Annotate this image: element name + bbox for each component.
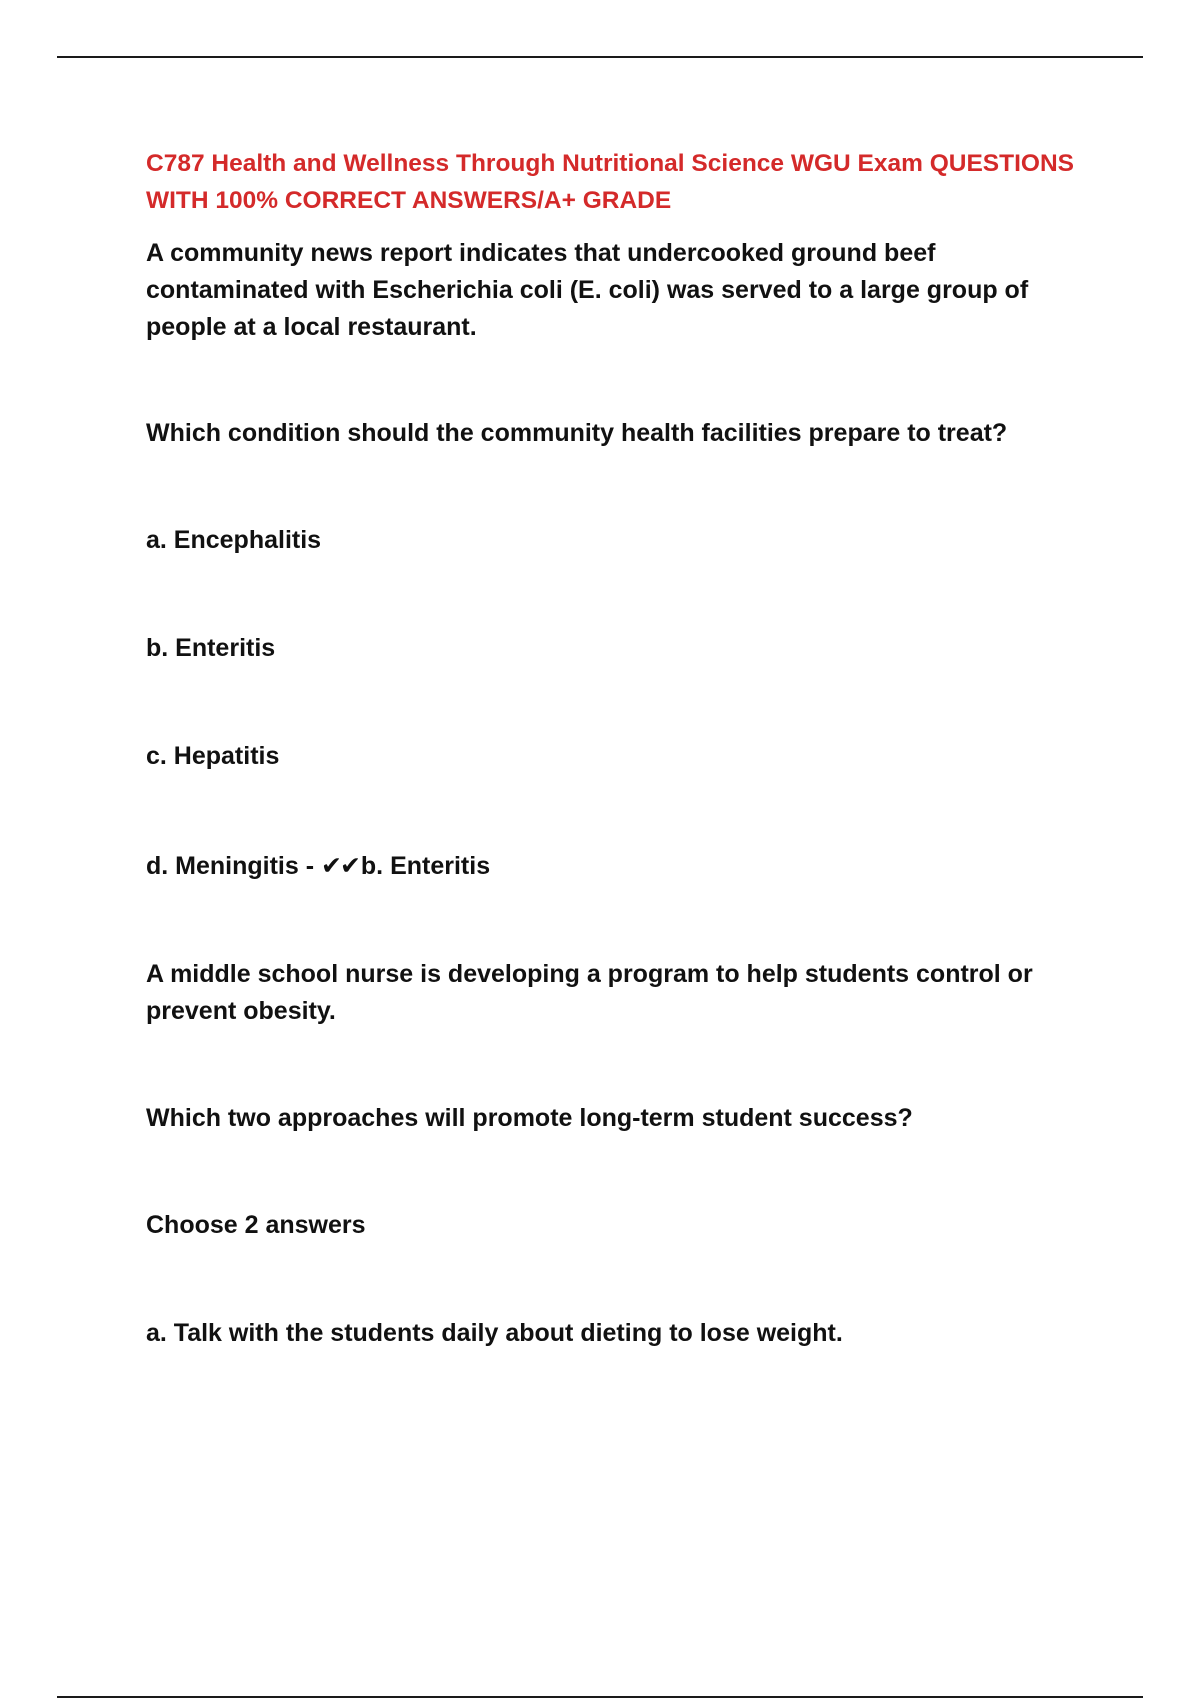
question1-option-d-with-answer — [146, 848, 1096, 885]
header-rule — [57, 56, 1143, 58]
question1-option-b: b. Enteritis — [146, 634, 276, 662]
footer-rule — [57, 1696, 1143, 1698]
question1-option-a: a. Encephalitis — [146, 526, 322, 554]
question2-prompt: Which two approaches will promote long-term student success? — [146, 1104, 913, 1132]
document-title: C787 Health and Wellness Through Nutritional Science WGU Exam QUESTIONS WITH 100% CORRECT ANSWERS/A+ GRADE — [146, 150, 1075, 214]
check-icon: ✔✔ — [321, 852, 359, 880]
question2-option-a: a. Talk with the students daily about dieting to lose weight. — [146, 1319, 843, 1347]
question1-prompt: Which condition should the community health facilities prepare to treat? — [146, 419, 1008, 447]
question1-option-d: d. Meningitis - — [146, 852, 315, 880]
question2-stem: A middle school nurse is developing a program to help students control or prevent obesity. — [146, 960, 1033, 1025]
question1-answer: b. Enteritis — [360, 852, 491, 880]
question1-stem: A community news report indicates that undercooked ground beef contaminated with Escherichia coli (E. coli) was served to a large group of people at a local restaurant. — [146, 239, 1029, 341]
question2-instruction: Choose 2 answers — [146, 1211, 366, 1239]
question1-option-c: c. Hepatitis — [146, 742, 280, 770]
